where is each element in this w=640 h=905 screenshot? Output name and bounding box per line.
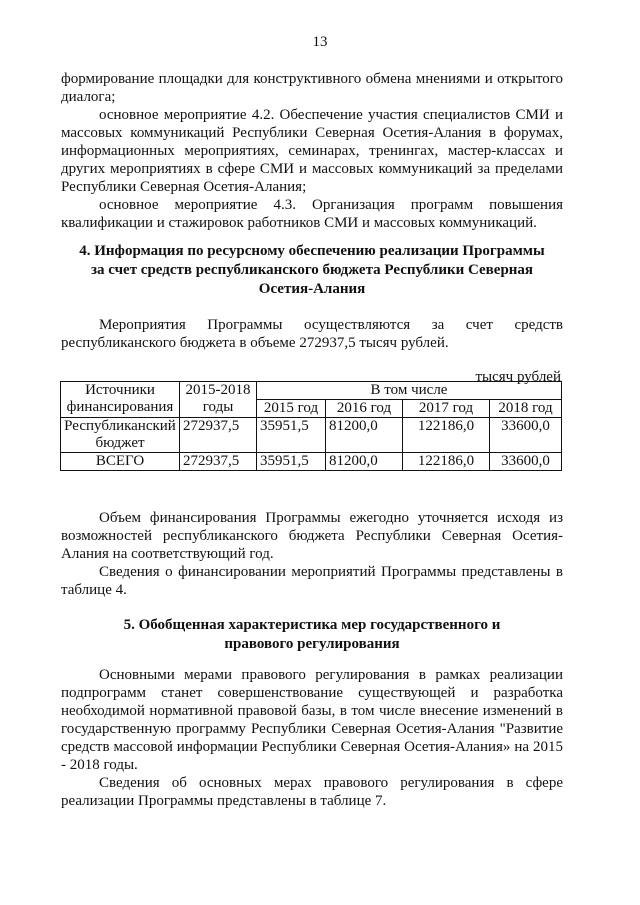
- intro-line: формирование площадки для конструктивного обмена мнениями и открытого диалога;: [61, 71, 563, 105]
- cell-2015: 35951,5: [257, 418, 326, 453]
- table-7-reference: Сведения об основных мерах правового регулирования в сфере реализации Программы представлены в таблице 7.: [61, 775, 563, 809]
- section-4-title: 4. Информация по ресурсному обеспечению реализации Программы за счет средств республиканского бюджета Республики Северная Осетия-Алания: [79, 243, 545, 297]
- section-4-after: [61, 509, 563, 599]
- header-year-2017: 2017 год: [403, 400, 490, 418]
- cell-2018: 33600,0: [490, 418, 562, 453]
- cell-total: 272937,5: [180, 453, 257, 471]
- header-total: 2015-2018 годы: [180, 382, 257, 418]
- header-year-2018: 2018 год: [490, 400, 562, 418]
- units-label: тысяч рублей: [475, 369, 561, 385]
- cell-source: Республиканский бюджет: [61, 418, 180, 453]
- cell-2017: 122186,0: [403, 453, 490, 471]
- financing-note: Объем финансирования Программы ежегодно уточняется исходя из возможностей республиканского бюджета Республики Северная Осетия-Алания на соответствующий год.: [61, 510, 563, 562]
- cell-2016: 81200,0: [326, 453, 403, 471]
- cell-2017: 122186,0: [403, 418, 490, 453]
- cell-2016: 81200,0: [326, 418, 403, 453]
- header-including: В том числе: [257, 382, 562, 400]
- cell-total: 272937,5: [180, 418, 257, 453]
- table-4-reference: Сведения о финансировании мероприятий Программы представлены в таблице 4.: [61, 564, 563, 598]
- section-5-title: 5. Обобщенная характеристика мер государственного и правового регулирования: [123, 617, 501, 652]
- measure-4-2: основное мероприятие 4.2. Обеспечение участия специалистов СМИ и массовых коммуникаций Республики Северная Осетия-Алания в форумах, информационных мероприятиях, семинарах, тренингах, мастер-классах и других мероприятиях в сфере СМИ и массовых коммуникаций за пределами Республики Северная Осетия-Алания;: [61, 107, 563, 195]
- header-year-2015: 2015 год: [257, 400, 326, 418]
- cell-2018: 33600,0: [490, 453, 562, 471]
- cell-2015: 35951,5: [257, 453, 326, 471]
- regulation-paragraph: Основными мерами правового регулирования в рамках реализации подпрограмм станет совершенствование существующей и разработка необходимой нормативной правовой базы, в том числе внесение изменений в государственную программу Республики Северная Осетия-Алания "Развитие средств массовой информации Республики Северная Осетия-Алания» на 2015 - 2018 годы.: [61, 667, 563, 773]
- intro-block: [61, 70, 563, 232]
- table-row: [61, 418, 562, 453]
- section-4-paragraph: Мероприятия Программы осуществляются за счет средств республиканского бюджета в объеме 272937,5 тысяч рублей.: [61, 317, 563, 351]
- table-row: [61, 453, 562, 471]
- section-5-body: [61, 666, 563, 810]
- cell-source: ВСЕГО: [61, 453, 180, 471]
- header-source: Источники финансирования: [61, 382, 180, 418]
- measure-4-3: основное мероприятие 4.3. Организация программ повышения квалификации и стажировок работников СМИ и массовых коммуникаций.: [61, 197, 563, 231]
- page-number: 13: [312, 34, 328, 50]
- financing-table: [60, 381, 562, 471]
- header-year-2016: 2016 год: [326, 400, 403, 418]
